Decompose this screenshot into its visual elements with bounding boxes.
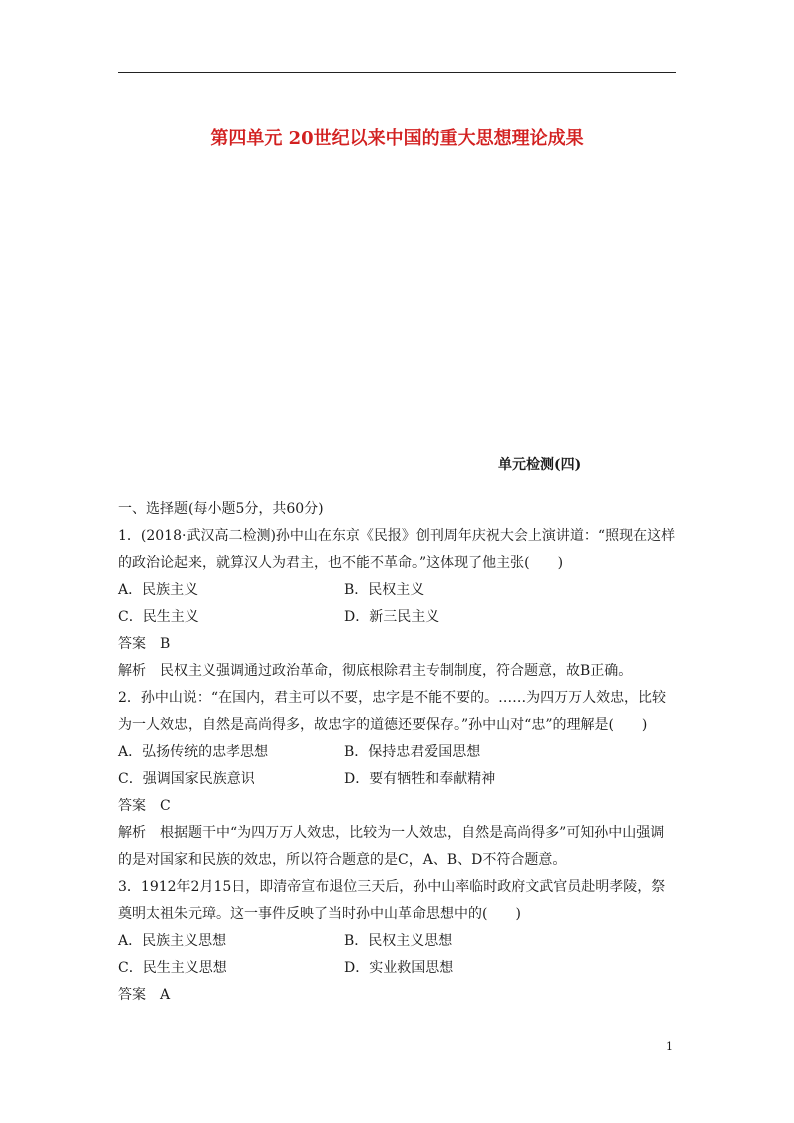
option-row: [118, 955, 678, 982]
question-text: 2．孙中山说：“在国内，君主可以不要，忠字是不能不要的。……为四万万人效忠，比较为一人效忠，自然是高尚得多，故忠字的道德还要保存。”孙中山对“忠”的理解是( ): [118, 690, 667, 733]
option-d: D．实业救国思想: [344, 960, 454, 976]
option-a: A．民族主义: [118, 582, 199, 598]
answer: 答案 A: [118, 987, 171, 1003]
header-rule: [118, 72, 676, 73]
answer: 答案 B: [118, 636, 171, 652]
option-row: [118, 739, 678, 766]
option-row: [118, 577, 678, 604]
option-row: [118, 928, 678, 955]
option-b: B．民权主义思想: [344, 933, 453, 949]
option-row: [118, 766, 678, 793]
question-2: [118, 685, 678, 874]
option-c: C．民生主义: [118, 609, 199, 625]
option-d: D．新三民主义: [344, 609, 440, 625]
analysis: 解析 民权主义强调通过政治革命，彻底根除君主专制制度，符合题意，故B正确。: [118, 663, 633, 679]
question-1: [118, 523, 678, 685]
option-b: B．民权主义: [344, 582, 425, 598]
option-c: C．民生主义思想: [118, 960, 227, 976]
answer: 答案 C: [118, 798, 171, 814]
question-content: [118, 496, 678, 1009]
option-a: A．民族主义思想: [118, 933, 227, 949]
option-row: [118, 604, 678, 631]
unit-test-title: 单元检测(四): [498, 457, 582, 473]
question-text: 1．(2018·武汉高二检测)孙中山在东京《民报》创刊周年庆祝大会上演讲道：“照现在这样的政治论起来，就算汉人为君主，也不能不革命。”这体现了他主张( ): [118, 528, 676, 571]
question-3: [118, 874, 678, 1009]
analysis: 解析 根据题干中“为四万万人效忠，比较为一人效忠，自然是高尚得多”可知孙中山强调的是对国家和民族的效忠，所以符合题意的是C，A、B、D不符合题意。: [118, 825, 665, 868]
option-b: B．保持忠君爱国思想: [344, 744, 481, 760]
option-d: D．要有牺牲和奉献精神: [344, 771, 496, 787]
section-header: 一、选择题(每小题5分，共60分): [118, 501, 324, 517]
document-title: 第四单元 20世纪以来中国的重大思想理论成果: [210, 128, 584, 149]
option-a: A．弘扬传统的忠孝思想: [118, 744, 269, 760]
question-text: 3．1912年2月15日，即清帝宣布退位三天后，孙中山率临时政府文武官员赴明孝陵，祭奠明太祖朱元璋。这一事件反映了当时孙中山革命思想中的( ): [118, 879, 666, 922]
option-c: C．强调国家民族意识: [118, 771, 255, 787]
page-number: 1: [666, 1040, 673, 1053]
